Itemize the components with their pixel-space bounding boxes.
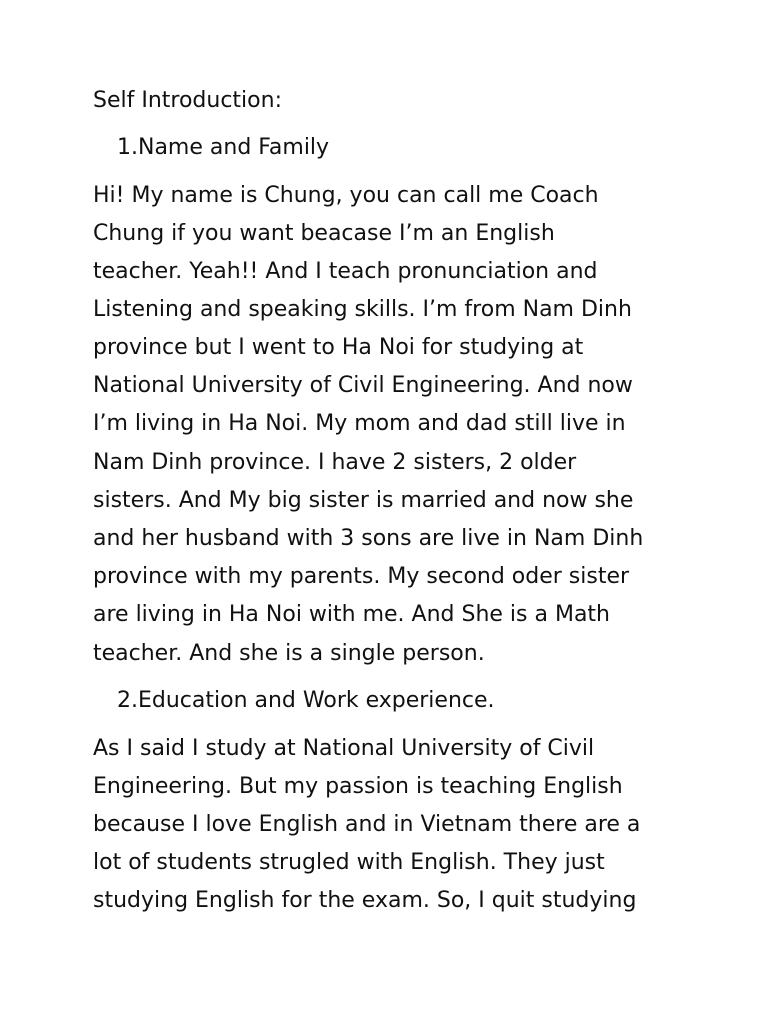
paragraph-line: Chung if you want beacase I’m an English <box>93 221 555 246</box>
paragraph-line: National University of Civil Engineering. And now <box>93 373 633 398</box>
paragraph-line: province but I went to Ha Noi for studying at <box>93 335 584 360</box>
paragraph-line: studying English for the exam. So, I quit studying <box>93 888 637 913</box>
paragraph-line: Hi! My name is Chung, you can call me Coach <box>93 183 599 208</box>
paragraph-line: because I love English and in Vietnam there are a <box>93 812 641 837</box>
paragraph-line: sisters. And My big sister is married and now she <box>93 488 634 513</box>
paragraph-line: Engineering. But my passion is teaching English <box>93 774 623 799</box>
paragraph-line: teacher. And she is a single person. <box>93 641 485 666</box>
paragraph-line: lot of students strugled with English. They just <box>93 850 605 875</box>
paragraph-line: and her husband with 3 sons are live in Nam Dinh <box>93 526 644 551</box>
section-title-education-work: 2.Education and Work experience. <box>117 688 495 713</box>
section-title-name-family: 1.Name and Family <box>117 135 330 160</box>
paragraph-line: teacher. Yeah!! And I teach pronunciation and <box>93 259 598 284</box>
paragraph-line: province with my parents. My second oder sister <box>93 564 630 589</box>
paragraph-line: Listening and speaking skills. I’m from Nam Dinh <box>93 297 632 322</box>
paragraph-line: I’m living in Ha Noi. My mom and dad still live in <box>93 411 626 436</box>
paragraph-line: are living in Ha Noi with me. And She is a Math <box>93 602 610 627</box>
paragraph-line: As I said I study at National University of Civil <box>93 736 595 761</box>
paragraph-line: Nam Dinh province. I have 2 sisters, 2 older <box>93 450 577 475</box>
document-heading: Self Introduction: <box>93 88 282 113</box>
